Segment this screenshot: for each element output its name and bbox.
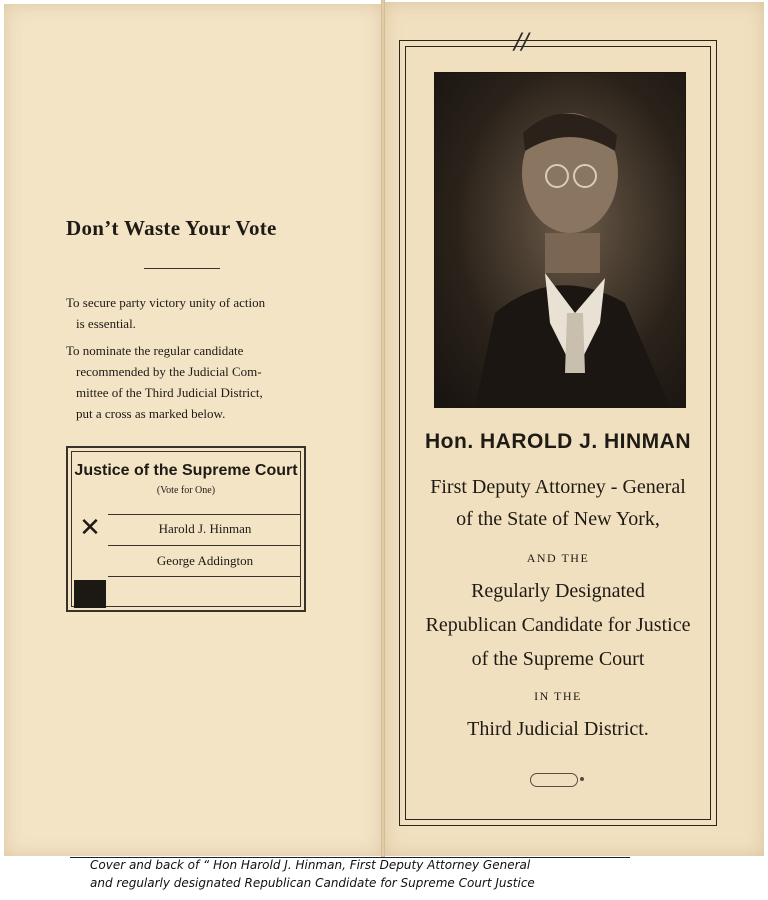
ballot-candidate-hinman: Harold J. Hinman (158, 521, 252, 536)
filled-square-icon (74, 580, 106, 608)
district-text: Third Judicial District. (467, 718, 649, 740)
supreme-court-text: of the Supreme Court (471, 648, 645, 670)
candidate-state: of the State of New York, (456, 508, 660, 530)
candidate-role: Republican Candidate for Justice (425, 614, 691, 636)
paragraph-nominate (66, 340, 310, 424)
paragraph-unity-line2: is essential. (76, 316, 136, 331)
paragraph-nominate-line4: put a cross as marked below. (76, 406, 226, 421)
union-label-icon (530, 773, 578, 787)
ballot-candidate-addington: George Addington (156, 553, 254, 568)
paragraph-unity (66, 292, 310, 334)
paragraph-nominate-line2: recommended by the Judicial Com- (76, 364, 262, 379)
back-title: Don’t Waste Your Vote (66, 216, 277, 240)
caption-line2: and regularly designated Republican Candidate for Supreme Court Justice (90, 876, 535, 890)
portrait-illustration (435, 73, 685, 407)
fold-crease (381, 0, 385, 858)
ballot-row-divider (108, 514, 300, 515)
designated-text: Regularly Designated (471, 580, 645, 602)
ballot-row-divider (108, 576, 300, 577)
paragraph-nominate-line1: To nominate the regular candidate (66, 343, 244, 358)
and-the-text: AND THE (526, 551, 590, 565)
sample-ballot (66, 446, 306, 612)
back-cover-panel (4, 4, 382, 856)
paragraph-nominate-line3: mittee of the Third Judicial District, (76, 385, 263, 400)
ballot-heading: Justice of the Supreme Court (74, 462, 298, 479)
caption-line1: Cover and back of “ Hon Harold J. Hinman, First Deputy Attorney General (90, 858, 531, 872)
ballot-row-divider (108, 545, 300, 546)
paragraph-unity-line1: To secure party victory unity of action (66, 295, 266, 310)
pen-mark: // (514, 30, 529, 55)
title-rule (144, 268, 220, 269)
union-label-dot-icon (580, 777, 584, 781)
cross-mark-icon: ✕ (79, 513, 101, 543)
candidate-name: Hon. HAROLD J. HINMAN (425, 430, 691, 453)
ballot-inner-border (71, 451, 301, 607)
in-the-text: IN THE (534, 689, 582, 703)
candidate-office: First Deputy Attorney - General (430, 476, 686, 498)
ballot-subheading: (Vote for One) (156, 485, 216, 496)
candidate-portrait-photo (434, 72, 686, 408)
